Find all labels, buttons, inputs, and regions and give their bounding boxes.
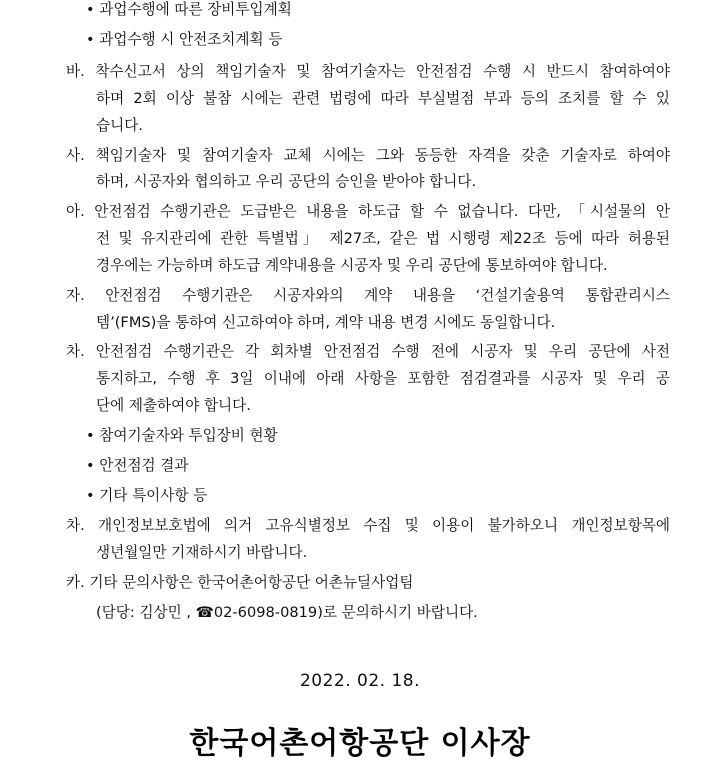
- bullet-equipment-plan: • 과업수행에 따른 장비투입계획: [86, 1, 292, 18]
- document-date: 2022. 02. 18.: [299, 671, 421, 691]
- item-sa-line1: 사. 책임기술자 및 참여기술자 교체 시에는 그와 동등한 자격을 갖춘 기술자로 하여야: [66, 147, 670, 164]
- item-ba-line1: 바. 착수신고서 상의 책임기술자 및 참여기술자는 안전점검 수행 시 반드시 참여하여야: [66, 63, 670, 80]
- item-ka-line1: 카. 기타 문의사항은 한국어촌어항공단 어촌뉴딜사업팀: [66, 574, 414, 591]
- item-sa-line2: 하며, 시공자와 협의하고 우리 공단의 승인을 받아야 합니다.: [96, 173, 477, 190]
- item-a-line2: 전 및 유지관리에 관한 특별법」 제27조, 같은 법 시행령 제22조 등에 따라 허용된: [96, 230, 670, 247]
- item-chb-line2: 생년월일만 기재하시기 바랍니다.: [96, 544, 308, 561]
- item-ba-line3: 습니다.: [96, 117, 143, 134]
- item-a-line1: 아. 안전점검 수행기관은 도급받은 내용을 하도급 할 수 없습니다. 다만, 「시설물의 안: [66, 203, 670, 220]
- item-ba-line2: 하며 2회 이상 불참 시에는 관련 법령에 따라 부실벌점 부과 등의 조치를 할 수 있: [96, 90, 670, 107]
- item-cha-line1: 차. 안전점검 수행기관은 각 회차별 안전점검 수행 전에 시공자 및 우리 공단에 사전: [66, 343, 670, 360]
- issuer-signature: 한국어촌어항공단 이사장: [189, 726, 531, 761]
- item-ja-line1: 자. 안전점검 수행기관은 시공자와의 계약 내용을 ‘건설기술용역 통합관리시스: [66, 287, 670, 304]
- item-ja-line2: 템’(FMS)을 통하여 신고하여야 하며, 계약 내용 변경 시에도 동일합니다.: [96, 314, 556, 331]
- item-chb-line1: 차. 개인정보보호법에 의거 고유식별정보 수집 및 이용이 불가하오니 개인정보항목에: [66, 517, 670, 534]
- bullet-inspection-result: • 안전점검 결과: [86, 457, 189, 474]
- bullet-engineers-equipment: • 참여기술자와 투입장비 현황: [86, 427, 278, 444]
- item-cha-line3: 단에 제출하여야 합니다.: [96, 397, 251, 414]
- bullet-other-notes: • 기타 특이사항 등: [86, 487, 208, 504]
- bullet-safety-plan: • 과업수행 시 안전조치계획 등: [86, 31, 283, 48]
- item-ka-line2: (담당: 김상민 , ☎02-6098-0819)로 문의하시기 바랍니다.: [96, 604, 478, 621]
- item-cha-line2: 통지하고, 수행 후 3일 이내에 아래 사항을 포함한 점검결과를 시공자 및 우리 공: [96, 370, 670, 387]
- item-a-line3: 경우에는 가능하며 하도급 계약내용을 시공자 및 우리 공단에 통보하여야 합니다.: [96, 257, 608, 274]
